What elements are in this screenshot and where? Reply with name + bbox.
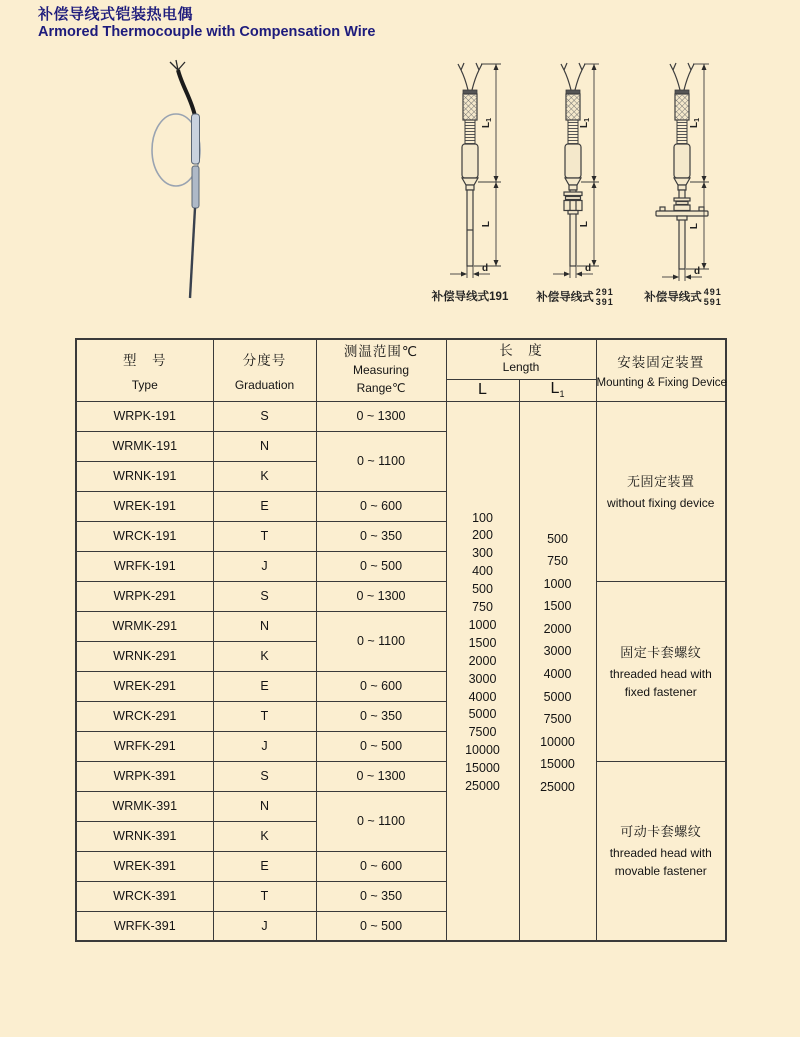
type-cell: WRCK-191 [76, 521, 213, 551]
mount-section-1 [596, 401, 726, 581]
col-l-label: L [478, 381, 487, 398]
range-cell: 0 ~ 500 [316, 731, 446, 761]
range-cell: 0 ~ 1100 [316, 431, 446, 491]
caption-code-bottom: 391 [595, 296, 614, 307]
range-cell: 0 ~ 1100 [316, 791, 446, 851]
range-cell: 0 ~ 600 [316, 491, 446, 521]
graduation-cell: N [213, 431, 316, 461]
graduation-cell: J [213, 551, 316, 581]
caption-text: 补偿导线式 [644, 291, 702, 304]
l1-value: 15000 [540, 757, 575, 772]
header-col-l1 [519, 379, 596, 401]
type-cell: WRPK-191 [76, 401, 213, 431]
photo-lead-wires [170, 60, 195, 116]
graduation-cell: E [213, 671, 316, 701]
l-value: 750 [472, 600, 493, 615]
type-cell: WRFK-391 [76, 911, 213, 941]
header-range-en1: Measuring [352, 363, 410, 378]
photo-probe [190, 208, 195, 298]
l1-value: 5000 [543, 689, 572, 704]
range-cell: 0 ~ 350 [316, 701, 446, 731]
l1-value: 25000 [540, 780, 575, 795]
movable-fastener-flange [656, 198, 708, 220]
length-l-values [447, 510, 519, 797]
type-cell: WRNK-391 [76, 821, 213, 851]
graduation-cell: S [213, 401, 316, 431]
mount-zh: 无固定装置 [626, 473, 695, 489]
caption-code-top: 491 [703, 287, 722, 297]
header-mounting [596, 339, 726, 401]
header-length-zh: 长 度 [499, 343, 543, 359]
dim-label-l1: $L_1$ [579, 117, 591, 129]
l1-value: 500 [547, 531, 568, 546]
col-l1-subscript: 1 [559, 389, 565, 400]
dim-label-l: L [481, 220, 492, 228]
braided-sleeve [566, 90, 580, 120]
thermocouple-photo-drawing [140, 58, 250, 303]
type-cell: WREK-391 [76, 851, 213, 881]
header-type-zh: 型 号 [123, 352, 167, 368]
graduation-cell: K [213, 641, 316, 671]
mount-en: threaded head with movable fastener [609, 846, 712, 879]
l-value: 200 [472, 528, 493, 543]
header-type-en: Type [131, 377, 158, 392]
l-value: 4000 [468, 689, 497, 704]
header-type [76, 339, 213, 401]
type-cell: WRNK-191 [76, 461, 213, 491]
l-value: 300 [472, 546, 493, 561]
range-cell: 0 ~ 350 [316, 881, 446, 911]
dim-label-l1: $L_1$ [481, 117, 493, 129]
connector-body [565, 144, 581, 190]
fork-terminals [458, 63, 482, 90]
page-title-en: Armored Thermocouple with Compensation Wire [38, 24, 376, 40]
graduation-cell: N [213, 611, 316, 641]
header-graduation [213, 339, 316, 401]
type-cell: WRPK-391 [76, 761, 213, 791]
graduation-cell: N [213, 791, 316, 821]
mount-section-2 [596, 581, 726, 761]
type-cell: WRMK-391 [76, 791, 213, 821]
caption-text: 补偿导线式191 [431, 291, 509, 303]
range-cell: 0 ~ 600 [316, 671, 446, 701]
type-cell: WREK-291 [76, 671, 213, 701]
l-value: 25000 [465, 779, 500, 794]
dim-label-l1: $L_1$ [689, 117, 701, 129]
mount-section-3 [596, 761, 726, 941]
mount-en: without fixing device [607, 495, 715, 510]
range-cell: 0 ~ 1100 [316, 611, 446, 671]
product-photo [140, 58, 250, 310]
header-mounting-en: Mounting & Fixing Device [596, 377, 727, 390]
ribbed-neck [465, 120, 475, 144]
page-title-block [38, 6, 375, 41]
header-range-zh: 测温范围℃ [343, 344, 419, 360]
dim-label-l: L [579, 220, 590, 228]
caption-text: 补偿导线式 [536, 291, 594, 304]
figure-191 [420, 58, 520, 310]
dim-label-d: d [482, 263, 489, 274]
dim-label-d: d [694, 266, 701, 277]
length-l1-cell [519, 401, 596, 941]
header-graduation-zh: 分度号 [242, 352, 287, 368]
l1-value: 750 [547, 554, 568, 569]
header-length-en: Length [502, 360, 540, 375]
figure-291-caption [520, 288, 630, 307]
l-value: 15000 [465, 761, 500, 776]
l1-value: 10000 [540, 734, 575, 749]
figure-491-591 [628, 58, 738, 310]
braided-sleeve [463, 90, 477, 120]
range-cell: 0 ~ 1300 [316, 761, 446, 791]
type-cell: WRMK-291 [76, 611, 213, 641]
range-cell: 0 ~ 600 [316, 851, 446, 881]
type-cell: WRNK-291 [76, 641, 213, 671]
fork-terminals [561, 63, 585, 90]
l-value: 5000 [468, 707, 497, 722]
probe-sheath [467, 190, 473, 266]
graduation-cell: S [213, 761, 316, 791]
graduation-cell: E [213, 491, 316, 521]
l-value: 400 [472, 564, 493, 579]
col-l1-label: L [550, 380, 560, 398]
header-col-l [446, 379, 519, 401]
graduation-cell: T [213, 881, 316, 911]
photo-handle [192, 114, 200, 208]
type-cell: WRCK-391 [76, 881, 213, 911]
l1-value: 3000 [543, 644, 572, 659]
mount-zh: 可动卡套螺纹 [620, 824, 702, 840]
figure-191-drawing [420, 58, 520, 290]
header-range [316, 339, 446, 401]
graduation-cell: E [213, 851, 316, 881]
l-value: 3000 [468, 671, 497, 686]
range-cell: 0 ~ 350 [316, 521, 446, 551]
length-l-cell [446, 401, 519, 941]
dim-label-l: L [689, 222, 700, 230]
caption-code-stack [704, 288, 722, 307]
l1-value: 1000 [543, 576, 572, 591]
graduation-cell: J [213, 731, 316, 761]
caption-code-bottom: 591 [703, 296, 722, 307]
figure-191-caption [420, 288, 520, 304]
graduation-cell: K [213, 821, 316, 851]
fork-terminals [670, 63, 694, 90]
l-value: 1000 [468, 617, 497, 632]
caption-code-stack [596, 288, 614, 307]
l-value: 10000 [465, 743, 500, 758]
figure-491-caption [628, 288, 738, 307]
graduation-cell: S [213, 581, 316, 611]
type-cell: WREK-191 [76, 491, 213, 521]
type-cell: WRMK-191 [76, 431, 213, 461]
type-cell: WRFK-291 [76, 731, 213, 761]
l-value: 100 [472, 510, 493, 525]
type-cell: WRPK-291 [76, 581, 213, 611]
mount-en: threaded head with fixed fastener [609, 666, 712, 699]
l1-value: 1500 [543, 599, 572, 614]
type-cell: WRFK-191 [76, 551, 213, 581]
header-graduation-en: Graduation [234, 377, 295, 392]
graduation-cell: K [213, 461, 316, 491]
l-value: 500 [472, 582, 493, 597]
range-cell: 0 ~ 500 [316, 911, 446, 941]
header-mounting-zh: 安装固定装置 [617, 355, 705, 371]
l-value: 7500 [468, 725, 497, 740]
fixed-fastener-nut [564, 192, 582, 214]
range-cell: 0 ~ 500 [316, 551, 446, 581]
graduation-cell: T [213, 701, 316, 731]
connector-body [462, 144, 478, 190]
l-value: 2000 [468, 653, 497, 668]
graduation-cell: J [213, 911, 316, 941]
figure-491-drawing [628, 58, 738, 290]
figure-291-drawing [520, 58, 630, 290]
spec-table [75, 338, 727, 942]
header-length [446, 339, 596, 379]
l1-value: 2000 [543, 621, 572, 636]
caption-code-top: 291 [595, 287, 614, 297]
page-title-zh: 补偿导线式铠装热电偶 [38, 6, 194, 23]
type-cell: WRCK-291 [76, 701, 213, 731]
range-cell: 0 ~ 1300 [316, 401, 446, 431]
range-cell: 0 ~ 1300 [316, 581, 446, 611]
braided-sleeve [675, 90, 689, 120]
mount-zh: 固定卡套螺纹 [620, 644, 702, 660]
l1-value: 7500 [543, 712, 572, 727]
connector-body [674, 144, 690, 190]
ribbed-neck [677, 120, 687, 144]
l-value: 1500 [468, 635, 497, 650]
figure-291-391 [520, 58, 630, 310]
dim-label-d: d [585, 263, 592, 274]
header-range-en2: Range℃ [356, 381, 406, 396]
graduation-cell: T [213, 521, 316, 551]
l1-value: 4000 [543, 667, 572, 682]
ribbed-neck [568, 120, 578, 144]
length-l1-values [520, 528, 596, 799]
